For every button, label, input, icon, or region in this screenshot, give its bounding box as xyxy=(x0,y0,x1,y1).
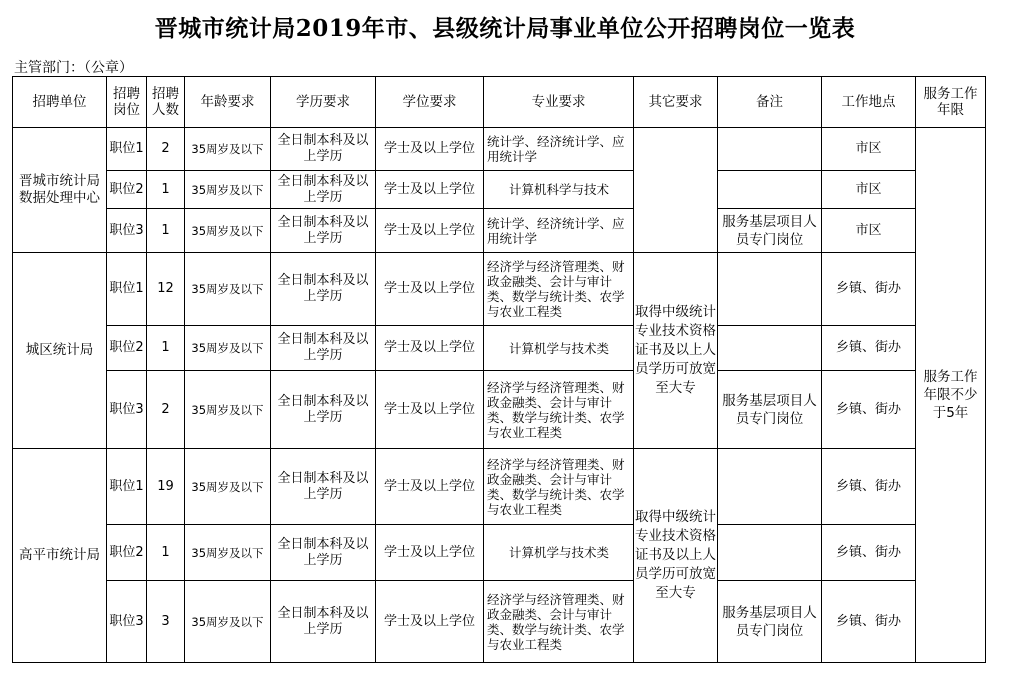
age-cell: 35周岁及以下 xyxy=(185,581,271,663)
degree-cell: 学士及以上学位 xyxy=(376,171,484,209)
table-row xyxy=(13,581,986,663)
major-cell: 统计学、经济统计学、应用统计学 xyxy=(484,128,634,171)
major-cell: 计算机科学与技术 xyxy=(484,171,634,209)
table-row xyxy=(13,253,986,326)
degree-cell: 学士及以上学位 xyxy=(376,525,484,581)
table-row xyxy=(13,326,986,371)
table-row xyxy=(13,128,986,171)
location-cell: 市区 xyxy=(822,128,916,171)
note-cell-empty xyxy=(718,449,822,525)
location-cell: 乡镇、街办 xyxy=(822,326,916,371)
position-cell: 职位2 xyxy=(107,525,147,581)
major-cell: 经济学与经济管理类、财政金融类、会计与审计类、数学与统计类、农学与农业工程类 xyxy=(484,253,634,326)
other-cell-empty xyxy=(634,128,718,253)
header-row xyxy=(13,77,986,128)
header-position: 招聘岗位 xyxy=(107,77,147,128)
degree-cell: 学士及以上学位 xyxy=(376,581,484,663)
education-cell: 全日制本科及以上学历 xyxy=(271,371,376,449)
location-cell: 乡镇、街办 xyxy=(822,253,916,326)
location-cell: 乡镇、街办 xyxy=(822,525,916,581)
age-cell: 35周岁及以下 xyxy=(185,253,271,326)
age-cell: 35周岁及以下 xyxy=(185,449,271,525)
major-cell: 经济学与经济管理类、财政金融类、会计与审计类、数学与统计类、农学与农业工程类 xyxy=(484,581,634,663)
unit-cell: 城区统计局 xyxy=(13,253,107,449)
header-unit: 招聘单位 xyxy=(13,77,107,128)
note-cell: 服务基层项目人员专门岗位 xyxy=(718,371,822,449)
position-cell: 职位2 xyxy=(107,171,147,209)
header-education: 学历要求 xyxy=(271,77,376,128)
location-cell: 市区 xyxy=(822,209,916,253)
header-other: 其它要求 xyxy=(634,77,718,128)
table-row xyxy=(13,209,986,253)
major-cell: 计算机学与技术类 xyxy=(484,525,634,581)
count-cell: 12 xyxy=(147,253,185,326)
other-requirement-cell: 取得中级统计专业技术资格证书及以上人员学历可放宽至大专 xyxy=(634,253,718,449)
count-cell: 1 xyxy=(147,326,185,371)
position-cell: 职位3 xyxy=(107,581,147,663)
header-degree: 学位要求 xyxy=(376,77,484,128)
age-cell: 35周岁及以下 xyxy=(185,171,271,209)
table-row xyxy=(13,171,986,209)
major-cell: 经济学与经济管理类、财政金融类、会计与审计类、数学与统计类、农学与农业工程类 xyxy=(484,371,634,449)
count-cell: 19 xyxy=(147,449,185,525)
count-cell: 1 xyxy=(147,209,185,253)
position-cell: 职位2 xyxy=(107,326,147,371)
table-row xyxy=(13,371,986,449)
education-cell: 全日制本科及以上学历 xyxy=(271,209,376,253)
age-cell: 35周岁及以下 xyxy=(185,525,271,581)
count-cell: 1 xyxy=(147,525,185,581)
count-cell: 1 xyxy=(147,171,185,209)
major-cell: 统计学、经济统计学、应用统计学 xyxy=(484,209,634,253)
note-cell: 服务基层项目人员专门岗位 xyxy=(718,581,822,663)
header-service: 服务工作年限 xyxy=(916,77,986,128)
education-cell: 全日制本科及以上学历 xyxy=(271,128,376,171)
note-cell-empty xyxy=(718,326,822,371)
unit-cell: 高平市统计局 xyxy=(13,449,107,663)
header-note: 备注 xyxy=(718,77,822,128)
major-cell: 计算机学与技术类 xyxy=(484,326,634,371)
table-row xyxy=(13,449,986,525)
position-cell: 职位1 xyxy=(107,253,147,326)
department-line: 主管部门：（公章） xyxy=(14,60,133,76)
note-cell-empty xyxy=(718,525,822,581)
note-cell: 服务基层项目人员专门岗位 xyxy=(718,209,822,253)
location-cell: 乡镇、街办 xyxy=(822,581,916,663)
degree-cell: 学士及以上学位 xyxy=(376,209,484,253)
position-cell: 职位3 xyxy=(107,371,147,449)
count-cell: 2 xyxy=(147,371,185,449)
education-cell: 全日制本科及以上学历 xyxy=(271,581,376,663)
age-cell: 35周岁及以下 xyxy=(185,326,271,371)
age-cell: 35周岁及以下 xyxy=(185,128,271,171)
age-cell: 35周岁及以下 xyxy=(185,371,271,449)
degree-cell: 学士及以上学位 xyxy=(376,449,484,525)
education-cell: 全日制本科及以上学历 xyxy=(271,449,376,525)
degree-cell: 学士及以上学位 xyxy=(376,128,484,171)
education-cell: 全日制本科及以上学历 xyxy=(271,171,376,209)
location-cell: 市区 xyxy=(822,171,916,209)
count-cell: 3 xyxy=(147,581,185,663)
degree-cell: 学士及以上学位 xyxy=(376,253,484,326)
unit-cell: 晋城市统计局数据处理中心 xyxy=(13,128,107,253)
header-location: 工作地点 xyxy=(822,77,916,128)
page-title: 晋城市统计局2019年市、县级统计局事业单位公开招聘岗位一览表 xyxy=(154,15,856,42)
location-cell: 乡镇、街办 xyxy=(822,371,916,449)
table-row xyxy=(13,525,986,581)
header-age: 年龄要求 xyxy=(185,77,271,128)
education-cell: 全日制本科及以上学历 xyxy=(271,253,376,326)
age-cell: 35周岁及以下 xyxy=(185,209,271,253)
header-major: 专业要求 xyxy=(484,77,634,128)
positions-table xyxy=(12,76,986,663)
position-cell: 职位1 xyxy=(107,449,147,525)
degree-cell: 学士及以上学位 xyxy=(376,326,484,371)
count-cell: 2 xyxy=(147,128,185,171)
header-count: 招聘人数 xyxy=(147,77,185,128)
other-requirement-cell: 取得中级统计专业技术资格证书及以上人员学历可放宽至大专 xyxy=(634,449,718,663)
degree-cell: 学士及以上学位 xyxy=(376,371,484,449)
position-cell: 职位3 xyxy=(107,209,147,253)
education-cell: 全日制本科及以上学历 xyxy=(271,326,376,371)
note-cell-empty xyxy=(718,253,822,326)
note-cell-empty xyxy=(718,128,822,171)
location-cell: 乡镇、街办 xyxy=(822,449,916,525)
major-cell: 经济学与经济管理类、财政金融类、会计与审计类、数学与统计类、农学与农业工程类 xyxy=(484,449,634,525)
note-cell-empty xyxy=(718,171,822,209)
position-cell: 职位1 xyxy=(107,128,147,171)
service-cell: 服务工作年限不少于5年 xyxy=(916,128,986,663)
education-cell: 全日制本科及以上学历 xyxy=(271,525,376,581)
